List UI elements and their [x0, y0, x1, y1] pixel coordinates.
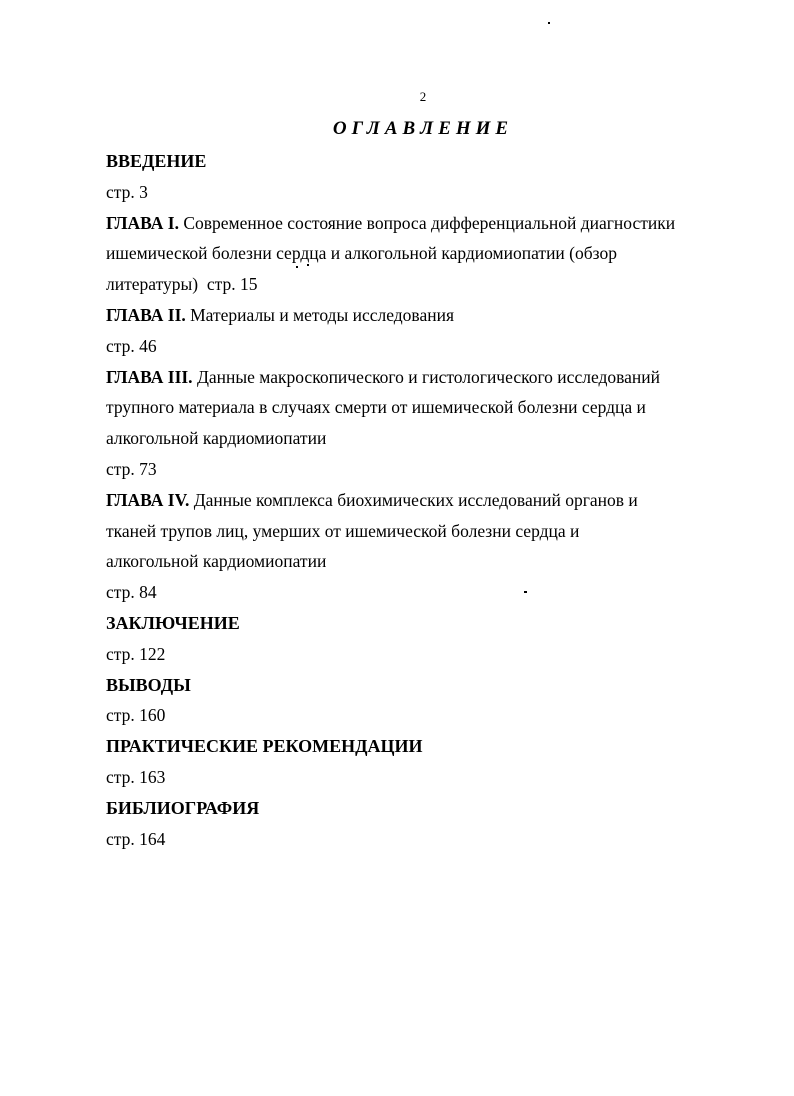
- scan-speck: [296, 266, 298, 268]
- toc-chapter3-line1: [106, 362, 746, 393]
- toc-chapter2-title: Материалы и методы исследования: [190, 304, 455, 325]
- toc-findings-page: стр. 160: [106, 705, 166, 726]
- toc-chapter1-page: стр. 15: [206, 274, 258, 295]
- toc-chapter3-title-part2: трупного материала в случаях смерти от ишемической болезни сердца и: [106, 397, 646, 418]
- page-number: 2: [419, 89, 427, 104]
- toc-introduction-heading: ВВЕДЕНИЕ: [106, 151, 207, 171]
- toc-chapter2-line1: [106, 300, 746, 331]
- toc-conclusion-page: стр. 122: [106, 643, 166, 664]
- toc-chapter1-line3: [106, 269, 746, 300]
- toc-bibliography-page: стр. 164: [106, 828, 166, 849]
- toc-chapter4-title-part3: алкогольной кардиомиопатии: [106, 551, 327, 572]
- toc-chapter4-line1: [106, 485, 746, 516]
- toc-chapter3-title-part1: Данные макроскопического и гистологического исследований: [196, 366, 661, 387]
- toc-chapter4-label: ГЛАВА IV.: [106, 489, 190, 510]
- toc-findings-heading: ВЫВОДЫ: [106, 674, 191, 695]
- toc-chapter1-title-part3: литературы): [106, 274, 199, 295]
- toc-chapter1-title-part1: Современное состояние вопроса дифференциальной диагностики: [183, 212, 676, 233]
- toc-chapter3-page: стр. 73: [106, 458, 157, 479]
- scan-speck: [548, 22, 550, 24]
- toc-chapter2-page: стр. 46: [106, 335, 157, 356]
- scan-speck: [307, 264, 309, 266]
- page-title: ОГЛАВЛЕНИЕ: [332, 118, 514, 139]
- toc-bibliography-heading: БИБЛИОГРАФИЯ: [106, 797, 260, 818]
- toc-chapter1-line1: [106, 208, 746, 239]
- toc-chapter4-title-part2: тканей трупов лиц, умерших от ишемической болезни сердца и: [106, 520, 580, 541]
- toc-chapter1-title-part2: ишемической болезни сердца и алкогольной кардиомиопатии (обзор: [106, 243, 617, 264]
- toc-recommendations-page: стр. 163: [106, 766, 166, 787]
- toc-chapter1-label: ГЛАВА I.: [106, 212, 179, 233]
- toc-chapter3-title-part3: алкогольной кардиомиопатии: [106, 428, 327, 449]
- toc-chapter3-label: ГЛАВА III.: [106, 366, 193, 387]
- toc-recommendations-heading: ПРАКТИЧЕСКИЕ РЕКОМЕНДАЦИИ: [106, 736, 423, 757]
- toc-chapter4-title-part1: Данные комплекса биохимических исследований органов и: [193, 489, 638, 510]
- toc-introduction-page: стр. 3: [106, 181, 148, 202]
- toc-chapter4-page: стр. 84: [106, 582, 157, 603]
- toc-chapter2-label: ГЛАВА II.: [106, 304, 186, 325]
- table-of-contents: [106, 146, 746, 854]
- toc-conclusion-heading: ЗАКЛЮЧЕНИЕ: [106, 612, 240, 633]
- scan-speck: [524, 591, 527, 593]
